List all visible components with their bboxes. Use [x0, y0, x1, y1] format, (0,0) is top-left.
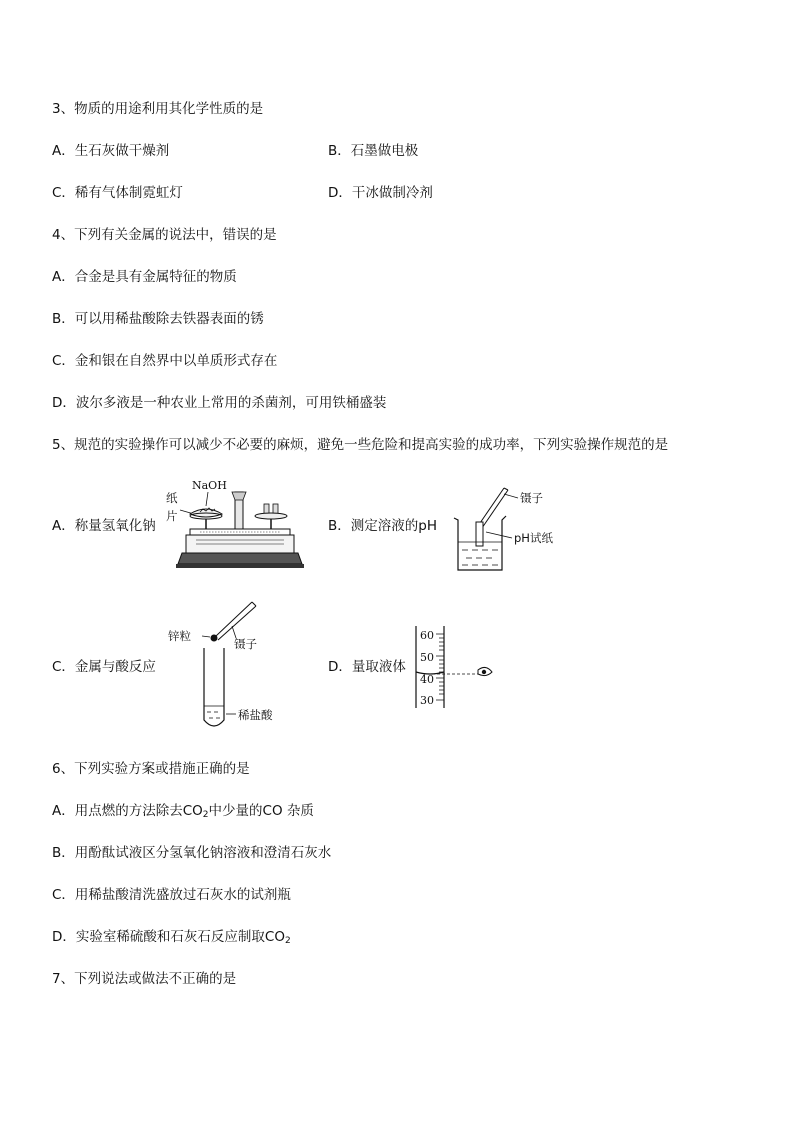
question-4-stem: 4、下列有关金属的说法中，错误的是 — [52, 227, 277, 243]
question-3-stem: 3、物质的用途利用其化学性质的是 — [52, 101, 264, 117]
zinc-label: 锌粒 — [168, 629, 191, 643]
cylinder-figure — [410, 624, 506, 710]
q6-option-d-subscript: 2 — [284, 936, 291, 946]
q6-option-a-text: A．用点燃的方法除去CO — [52, 803, 203, 819]
tweezers-label: 镊子 — [520, 491, 543, 505]
q6-option-a — [52, 802, 314, 824]
q5-option-c: C．金属与酸反应 — [52, 659, 156, 675]
q3-option-c: C．稀有气体制霓虹灯 — [52, 185, 183, 201]
q4-option-a: A．合金是具有金属特征的物质 — [52, 269, 237, 285]
q5-option-b: B．测定溶液的pH — [328, 518, 437, 534]
tube-tweezers-label: 镊子 — [234, 637, 257, 651]
naoh-label: NaOH — [192, 479, 227, 492]
tick-40: 40 — [420, 673, 434, 686]
question-6-stem: 6、下列实验方案或措施正确的是 — [52, 761, 250, 777]
question-7-stem: 7、下列说法或做法不正确的是 — [52, 971, 237, 987]
ph-figure — [446, 480, 586, 576]
q6-option-b: B．用酚酞试液区分氢氧化钠溶液和澄清石灰水 — [52, 845, 332, 861]
balance-figure — [160, 474, 310, 574]
paper-label-1: 纸 — [166, 491, 178, 505]
q3-option-a: A．生石灰做干燥剂 — [52, 143, 170, 159]
tick-30: 30 — [420, 694, 434, 707]
q3-option-b: B．石墨做电极 — [328, 143, 419, 159]
q6-option-a-text-end: 中少量的CO 杂质 — [208, 803, 314, 819]
q6-option-d — [52, 928, 291, 950]
test-tube-figure — [164, 598, 304, 734]
tick-50: 50 — [420, 651, 434, 664]
tick-60: 60 — [420, 629, 434, 642]
q6-option-c: C．用稀盐酸清洗盛放过石灰水的试剂瓶 — [52, 887, 291, 903]
q4-option-b: B．可以用稀盐酸除去铁器表面的锈 — [52, 311, 264, 327]
q5-option-a: A．称量氢氧化钠 — [52, 518, 156, 534]
ph-paper-label: pH试纸 — [514, 531, 553, 545]
acid-label: 稀盐酸 — [238, 708, 273, 722]
q6-option-d-text: D．实验室稀硫酸和石灰石反应制取CO — [52, 929, 285, 945]
paper-label-2: 片 — [166, 509, 178, 523]
q4-option-c: C．金和银在自然界中以单质形式存在 — [52, 353, 278, 369]
q4-option-d: D．波尔多液是一种农业上常用的杀菌剂，可用铁桶盛装 — [52, 395, 387, 411]
q6-option-a-subscript: 2 — [202, 810, 209, 820]
q5-option-d: D．量取液体 — [328, 659, 406, 675]
question-5-stem: 5、规范的实验操作可以减少不必要的麻烦，避免一些危险和提高实验的成功率，下列实验操作规范的是 — [52, 437, 669, 453]
q3-option-d: D．干冰做制冷剂 — [328, 185, 433, 201]
